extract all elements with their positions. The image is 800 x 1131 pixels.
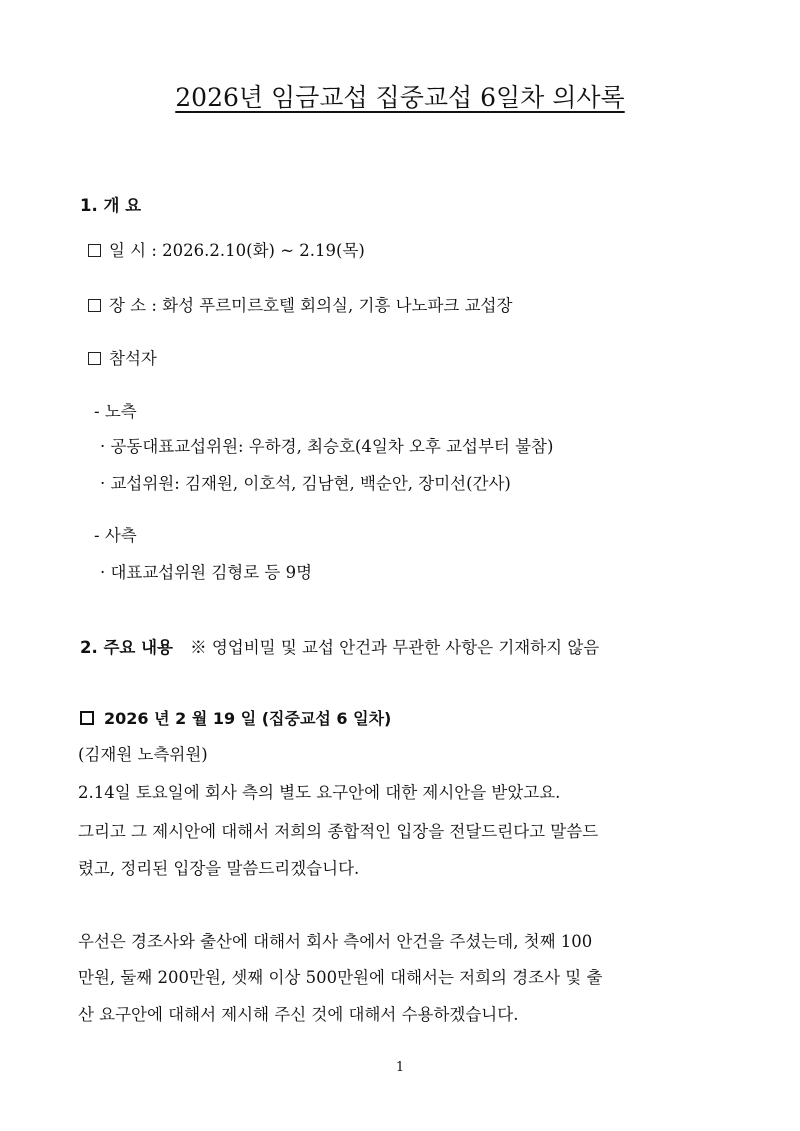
checkbox-icon <box>80 711 94 725</box>
page-title: 2026년 임금교섭 집중교섭 6일차 의사록 <box>175 83 625 112</box>
speaker: (김재원 노측위원) <box>78 745 208 764</box>
para1-line-1: 2.14일 토요일에 회사 측의 별도 요구안에 대한 제시안을 받았고요. <box>78 783 561 802</box>
attendees-label: 참석자 <box>109 349 157 368</box>
section-2-note: ※ 영업비밀 및 교섭 안건과 무관한 사항은 기재하지 않음 <box>190 638 600 657</box>
checkbox-icon <box>88 352 101 365</box>
labor-label: - 노측 <box>94 402 137 421</box>
checkbox-icon <box>88 299 101 312</box>
section-1-heading: 1. 개 요 <box>80 196 142 215</box>
para2-line-1: 우선은 경조사와 출산에 대해서 회사 측에서 안건을 주셨는데, 첫째 100 <box>78 932 593 951</box>
para1-line-2: 그리고 그 제시안에 대해서 저희의 종합적인 입장을 전달드린다고 말씀드 <box>78 822 599 841</box>
session-heading-line <box>80 706 391 729</box>
checkbox-icon <box>88 244 101 257</box>
attendees-line <box>88 345 157 369</box>
company-label: - 사측 <box>94 526 137 545</box>
para2-line-3: 산 요구안에 대해서 제시해 주신 것에 대해서 수용하겠습니다. <box>78 1005 519 1024</box>
section-2-line <box>80 634 599 658</box>
page-number: 1 <box>395 1060 405 1075</box>
labor-line-1: · 공동대표교섭위원: 우하경, 최승호(4일차 오후 교섭부터 불참) <box>100 437 554 456</box>
para1-line-3: 렸고, 정리된 입장을 말씀드리겠습니다. <box>78 859 360 878</box>
para2-line-2: 만원, 둘째 200만원, 셋째 이상 500만원에 대해서는 저희의 경조사 및 출 <box>78 968 603 987</box>
place-text: 장 소 : 화성 푸르미르호텔 회의실, 기흥 나노파크 교섭장 <box>109 296 513 315</box>
date-text: 일 시 : 2026.2.10(화) ~ 2.19(목) <box>109 241 365 260</box>
session-heading: 2026 년 2 월 19 일 (집중교섭 6 일차) <box>104 709 392 728</box>
company-line-1: · 대표교섭위원 김형로 등 9명 <box>100 563 313 582</box>
place-line <box>88 292 512 316</box>
labor-line-2: · 교섭위원: 김재원, 이호석, 김남현, 백순안, 장미선(간사) <box>100 474 511 493</box>
date-line <box>88 237 365 261</box>
section-2-heading: 2. 주요 내용 <box>80 638 173 657</box>
